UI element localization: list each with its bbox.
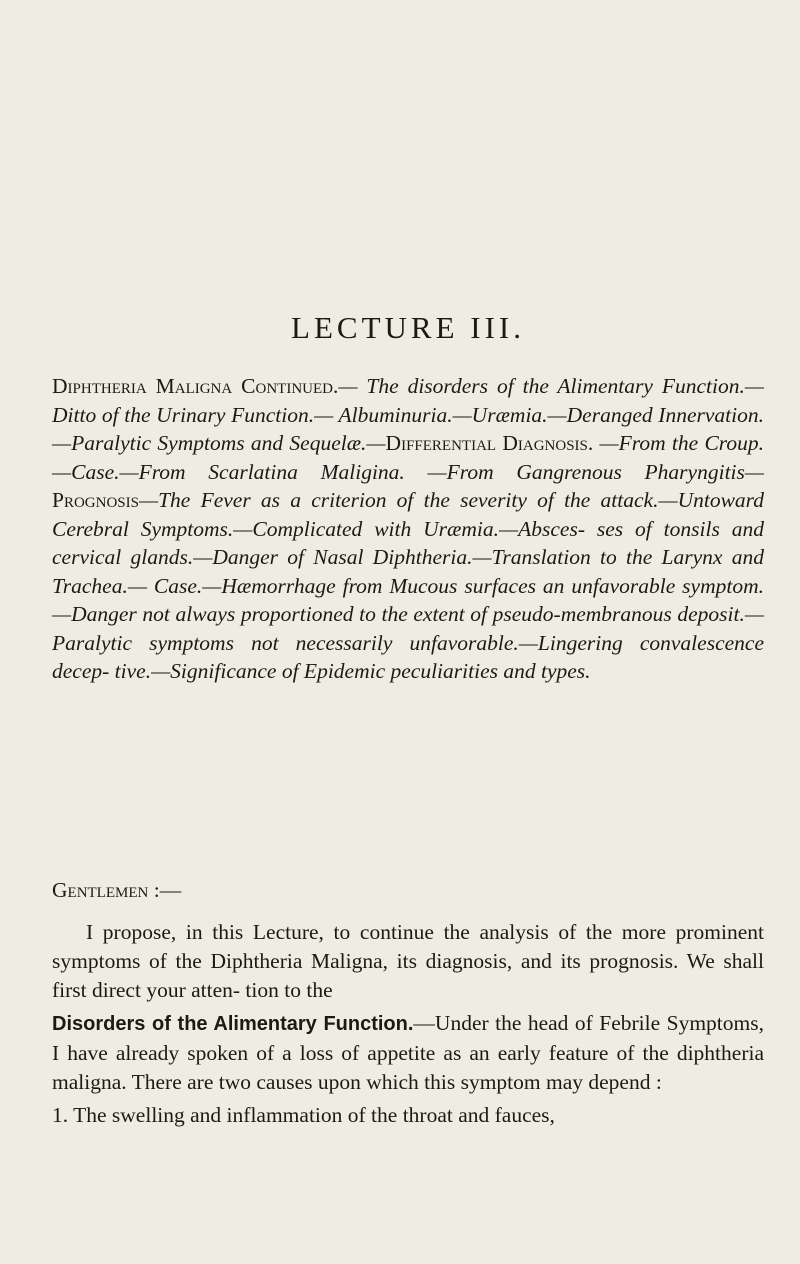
- lecture-title: LECTURE III.: [291, 310, 525, 345]
- salutation: Gentlemen :—: [52, 878, 182, 902]
- summary-topics-part-1: — The disorders of the Alimentary Function.—Ditto of the Urinary Function.— Albuminuria.—Uræmia.—Deranged Innervation.—Paralytic Symptoms and Sequelæ.—: [52, 374, 764, 455]
- book-page: [52, 0, 764, 1264]
- lecture-body: [52, 918, 764, 1130]
- alimentary-paragraph: [52, 1009, 764, 1097]
- list-item: 1. The swelling and inflammation of the throat and fauces,: [52, 1103, 555, 1127]
- summary-topics-part-2: —From the Croup.—Case.—From Scarlatina Maligina. —From Gangrenous Pharyngitis—: [52, 431, 764, 484]
- section-heading: Disorders of the Alimentary Function.: [52, 1013, 414, 1035]
- summary-heading-continued: Diphtheria Maligna Continued.: [52, 374, 339, 398]
- lecture-summary: [52, 372, 764, 686]
- summary-heading-diagnosis: Differential Diagnosis.: [385, 431, 594, 455]
- summary-topics-part-3: —The Fever as a criterion of the severity of the attack.—Untoward Cerebral Symptoms.—Complicated with Uræmia.—Absces- ses of tonsils and cervical glands.—Danger of Nasal Diphtheria.—Translation to the Larynx and Trachea.— Case.—Hæmorrhage from Mucous surfaces an unfavorable symptom.—Danger not always proportioned to the extent of pseudo-membranous deposit.—Paralytic symptoms not necessarily unfavorable.—Lingering convalescence decep- tive.—Significance of Epidemic peculiarities and types.: [52, 488, 764, 683]
- alimentary-paragraph-text: —Under the head of Febrile Symptoms, I have already spoken of a loss of appetite as an early feature of the diphtheria maligna. There are two causes upon which this symptom may depend :: [52, 1011, 764, 1094]
- summary-heading-prognosis: Prognosis: [52, 488, 139, 512]
- intro-paragraph: I propose, in this Lecture, to continue the analysis of the more prominent symptoms of the Diphtheria Maligna, its diagnosis, and its prognosis. We shall first direct your atten- tion to the: [52, 920, 764, 1002]
